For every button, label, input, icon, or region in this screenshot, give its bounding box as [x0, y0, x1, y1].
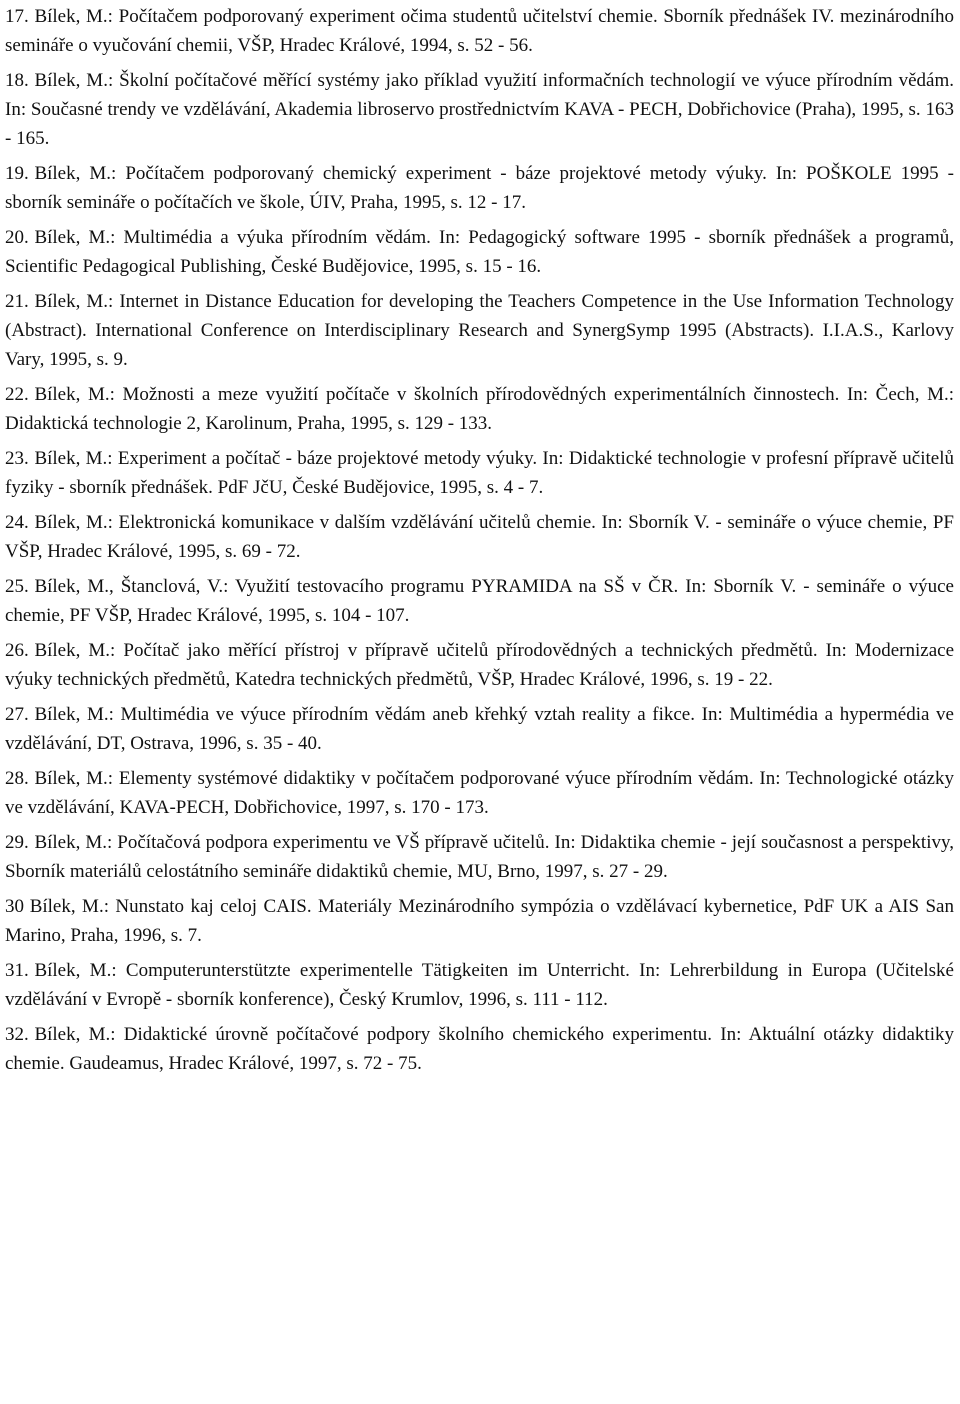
reference-text: Bílek, M., Štanclová, V.: Využití testovacího programu PYRAMIDA na SŠ v ČR. In: Sborník V. - semináře o výuce chemie, PF VŠP, Hradec Králové, 1995, s. 104 - 107.: [5, 576, 954, 626]
reference-text: Bílek, M.: Elektronická komunikace v dalším vzdělávání učitelů chemie. In: Sborník V. - semináře o výuce chemie, PF VŠP, Hradec Králové, 1995, s. 69 - 72.: [5, 512, 954, 562]
reference-text: Bílek, M.: Počítačová podpora experimentu ve VŠ přípravě učitelů. In: Didaktika chemie - její současnost a perspektivy, Sborník materiálů celostátního semináře didaktiků chemie, MU, Brno, 1997, s. 27 - 29.: [5, 832, 954, 882]
reference-text: Bílek, M.: Multimédia a výuka přírodním vědám. In: Pedagogický software 1995 - sborník přednášek a programů, Scientific Pedagogical Publishing, České Budějovice, 1995, s. 15 - 16.: [5, 227, 954, 277]
reference-item: [5, 700, 954, 758]
reference-number: 29.: [5, 832, 29, 853]
reference-item: [5, 828, 954, 886]
reference-item: [5, 223, 954, 281]
reference-text: Bílek, M.: Počítačem podporovaný experiment očima studentů učitelství chemie. Sborník přednášek IV. mezinárodního semináře o vyučování chemii, VŠP, Hradec Králové, 1994, s. 52 - 56.: [5, 6, 954, 56]
reference-item: [5, 508, 954, 566]
reference-number: 30: [5, 896, 24, 917]
reference-number: 27.: [5, 704, 29, 725]
reference-item: [5, 764, 954, 822]
reference-number: 28.: [5, 768, 29, 789]
reference-item: [5, 1020, 954, 1078]
reference-text: Bílek, M.: Počítač jako měřící přístroj v přípravě učitelů přírodovědných a technických předmětů. In: Modernizace výuky technických předmětů, Katedra technických předmětů, VŠP, Hradec Králové, 1996, s. 19 - 22.: [5, 640, 954, 690]
reference-number: 26.: [5, 640, 29, 661]
reference-item: [5, 572, 954, 630]
reference-item: [5, 159, 954, 217]
reference-number: 31.: [5, 960, 29, 981]
reference-text: Bílek, M.: Computerunterstützte experimentelle Tätigkeiten im Unterricht. In: Lehrerbildung in Europa (Učitelské vzdělávání v Evropě - sborník konference), Český Krumlov, 1996, s. 111 - 112.: [5, 960, 954, 1010]
reference-list: [5, 2, 954, 1078]
reference-text: Bílek, M.: Počítačem podporovaný chemický experiment - báze projektové metody výuky. In: POŠKOLE 1995 - sborník semináře o počítačích ve škole, ÚIV, Praha, 1995, s. 12 - 17.: [5, 163, 954, 213]
reference-text: Bílek, M.: Experiment a počítač - báze projektové metody výuky. In: Didaktické technologie v profesní přípravě učitelů fyziky - sborník přednášek. PdF JčU, České Budějovice, 1995, s. 4 - 7.: [5, 448, 954, 498]
reference-item: [5, 287, 954, 374]
reference-number: 20.: [5, 227, 29, 248]
reference-number: 23.: [5, 448, 29, 469]
reference-item: [5, 66, 954, 153]
reference-text: Bílek, M.: Internet in Distance Education for developing the Teachers Competence in the Use Information Technology (Abstract). International Conference on Interdisciplinary Research and SynergSymp 1995 (Abstracts). I.I.A.S., Karlovy Vary, 1995, s. 9.: [5, 291, 954, 370]
reference-number: 17.: [5, 6, 29, 27]
reference-text: Bílek, M.: Multimédia ve výuce přírodním vědám aneb křehký vztah reality a fikce. In: Multimédia a hypermédia ve vzdělávání, DT, Ostrava, 1996, s. 35 - 40.: [5, 704, 954, 754]
reference-number: 19.: [5, 163, 29, 184]
reference-item: [5, 2, 954, 60]
reference-number: 21.: [5, 291, 29, 312]
reference-item: [5, 956, 954, 1014]
reference-text: Bílek, M.: Didaktické úrovně počítačové podpory školního chemického experimentu. In: Aktuální otázky didaktiky chemie. Gaudeamus, Hradec Králové, 1997, s. 72 - 75.: [5, 1024, 954, 1074]
reference-text: Bílek, M.: Možnosti a meze využití počítače v školních přírodovědných experimentálních činnostech. In: Čech, M.: Didaktická technologie 2, Karolinum, Praha, 1995, s. 129 - 133.: [5, 384, 954, 434]
reference-number: 22.: [5, 384, 29, 405]
reference-number: 24.: [5, 512, 29, 533]
reference-text: Bílek, M.: Nunstato kaj celoj CAIS. Materiály Mezinárodního sympózia o vzdělávací kybernetice, PdF UK a AIS San Marino, Praha, 1996, s. 7.: [5, 896, 954, 946]
reference-number: 25.: [5, 576, 29, 597]
reference-item: [5, 636, 954, 694]
reference-number: 18.: [5, 70, 29, 91]
reference-item: [5, 380, 954, 438]
reference-item: [5, 444, 954, 502]
reference-item: [5, 892, 954, 950]
reference-text: Bílek, M.: Elementy systémové didaktiky v počítačem podporované výuce přírodním vědám. In: Technologické otázky ve vzdělávání, KAVA-PECH, Dobřichovice, 1997, s. 170 - 173.: [5, 768, 954, 818]
reference-text: Bílek, M.: Školní počítačové měřící systémy jako příklad využití informačních technologií ve výuce přírodním vědám. In: Současné trendy ve vzdělávání, Akademia libroservo prostřednictvím KAVA - PECH, Dobřichovice (Praha), 1995, s. 163 - 165.: [5, 70, 954, 149]
reference-number: 32.: [5, 1024, 29, 1045]
